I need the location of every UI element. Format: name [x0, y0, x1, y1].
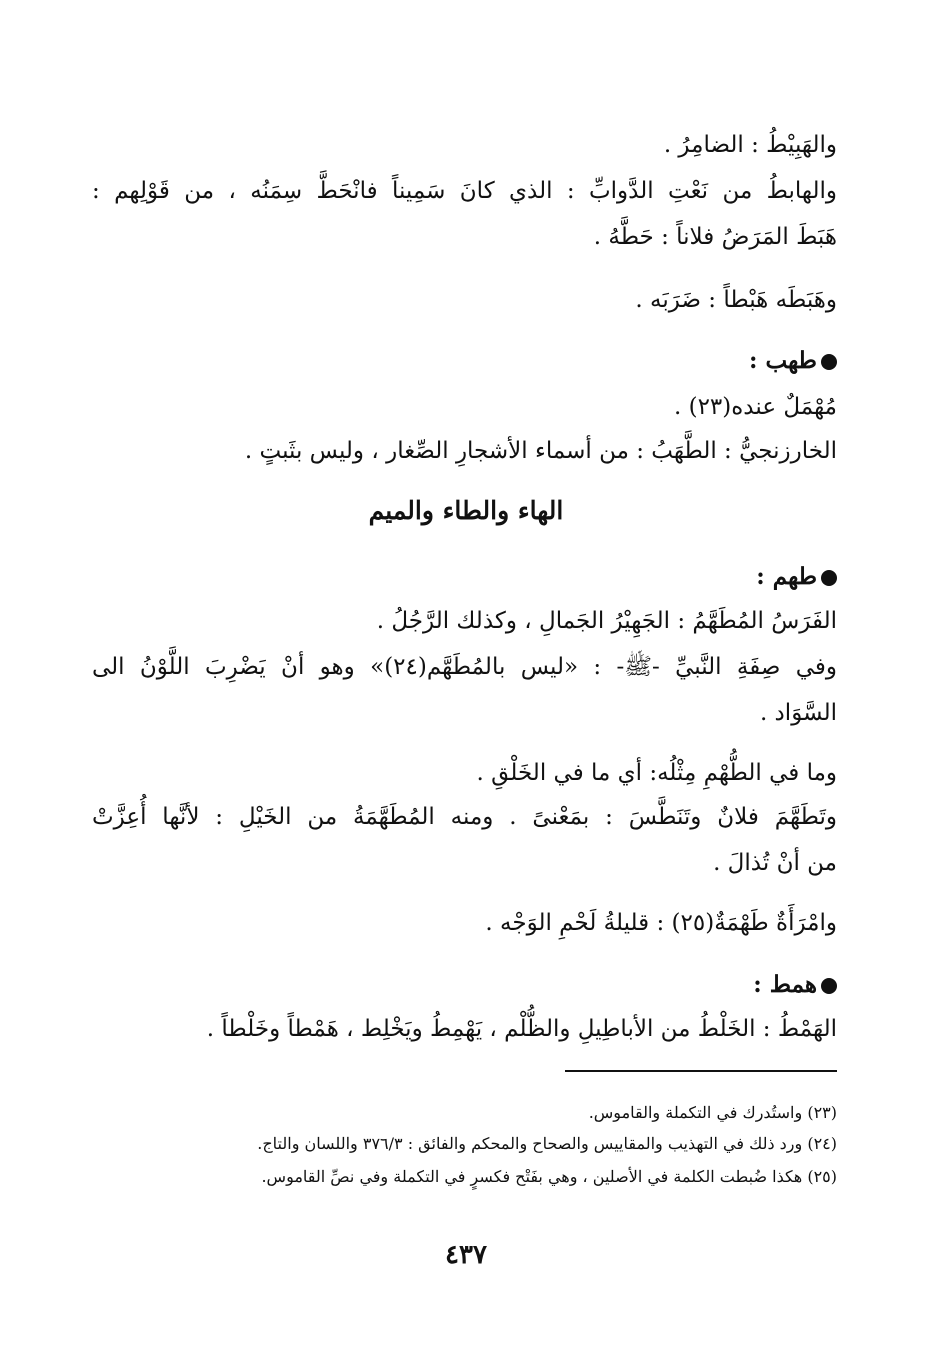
entry-line: والهَبِيْطُ : الضامِرُ . — [663, 132, 837, 158]
bullet-icon — [821, 978, 837, 994]
entry-line: وما في الطُّهْمِ مِثْلُه: أي ما في الخَلْقِ . — [476, 760, 837, 786]
entry-line: هَبَطَ المَرَضُ فلاناً : حَطَّهُ . — [593, 224, 837, 250]
footnote: (٢٣) واستُدرك في التكملة والقاموس. — [588, 1103, 837, 1122]
footnote-separator — [565, 1070, 837, 1072]
entry-head-label: طهم : — [756, 563, 817, 590]
entry-line: وتَطَهَّمَ فلانٌ وتَنَطَّسَ : بمَعْنىً . ومنه المُطَهَّمَةُ من الخَيْلِ : لأنَّها أُعِزَّتْ — [92, 804, 837, 830]
entry-line: والهابطُ من نَعْتِ الدَّوابِّ : الذي كانَ سَمِيناً فانْحَطَّ سِمَنُه ، من قَوْلِهم : — [92, 178, 837, 204]
entry-line: من أنْ تُذالَ . — [713, 850, 837, 876]
entry-line: مُهْمَلٌ عنده(٢٣) . — [673, 394, 837, 420]
page-number: ٤٣٧ — [445, 1240, 487, 1270]
entry-head-taham — [756, 560, 837, 594]
section-title: الهاء والطاء والميم — [368, 496, 564, 525]
bullet-icon — [821, 570, 837, 586]
entry-line: الهَمْطُ : الخَلْطُ من الأباطِيلِ والظُّلْم ، يَهْمِطُ ويَخْلِط ، هَمْطاً وخَلْطاً . — [206, 1016, 837, 1042]
entry-head-hamt — [753, 968, 837, 1002]
footnote: (٢٥) هكذا ضُبطت الكلمة في الأصلين ، وهي بفَتْح فكسرٍ في التكملة وفي نصِّ القاموس. — [261, 1167, 837, 1186]
entry-head-tahab — [749, 344, 837, 378]
bullet-icon — [821, 354, 837, 370]
entry-head-label: همط : — [753, 971, 817, 998]
footnote: (٢٤) ورد ذلك في التهذيب والمقاييس والصحاح والمحكم والفائق : ٣٧٦/٣ واللسان والتاج. — [257, 1134, 837, 1153]
entry-line: الفَرَسُ المُطَهَّمُ : الجَهِيْرُ الجَمالِ ، وكذلك الرَّجُلُ . — [376, 608, 837, 634]
entry-line: السَّوَاد . — [759, 700, 837, 726]
entry-line: وامْرَأَةٌ طَهْمَةٌ(٢٥) : قليلةُ لَحْمِ الوَجْه . — [485, 910, 837, 936]
entry-head-label: طهب : — [749, 347, 817, 374]
entry-line: الخارزنجيُّ : الطَّهَبُ : من أسماء الأشجارِ الصِّغار ، وليس بثَبتٍ . — [244, 438, 837, 464]
entry-line: وهَبَطَه هَبْطاً : ضَرَبَه . — [635, 287, 837, 313]
entry-line: وفي صِفَةِ النَّبيِّ -ﷺ- : «ليس بالمُطَهَّم(٢٤)» وهو أنْ يَضْرِبَ اللَّوْنُ الى — [92, 654, 838, 680]
